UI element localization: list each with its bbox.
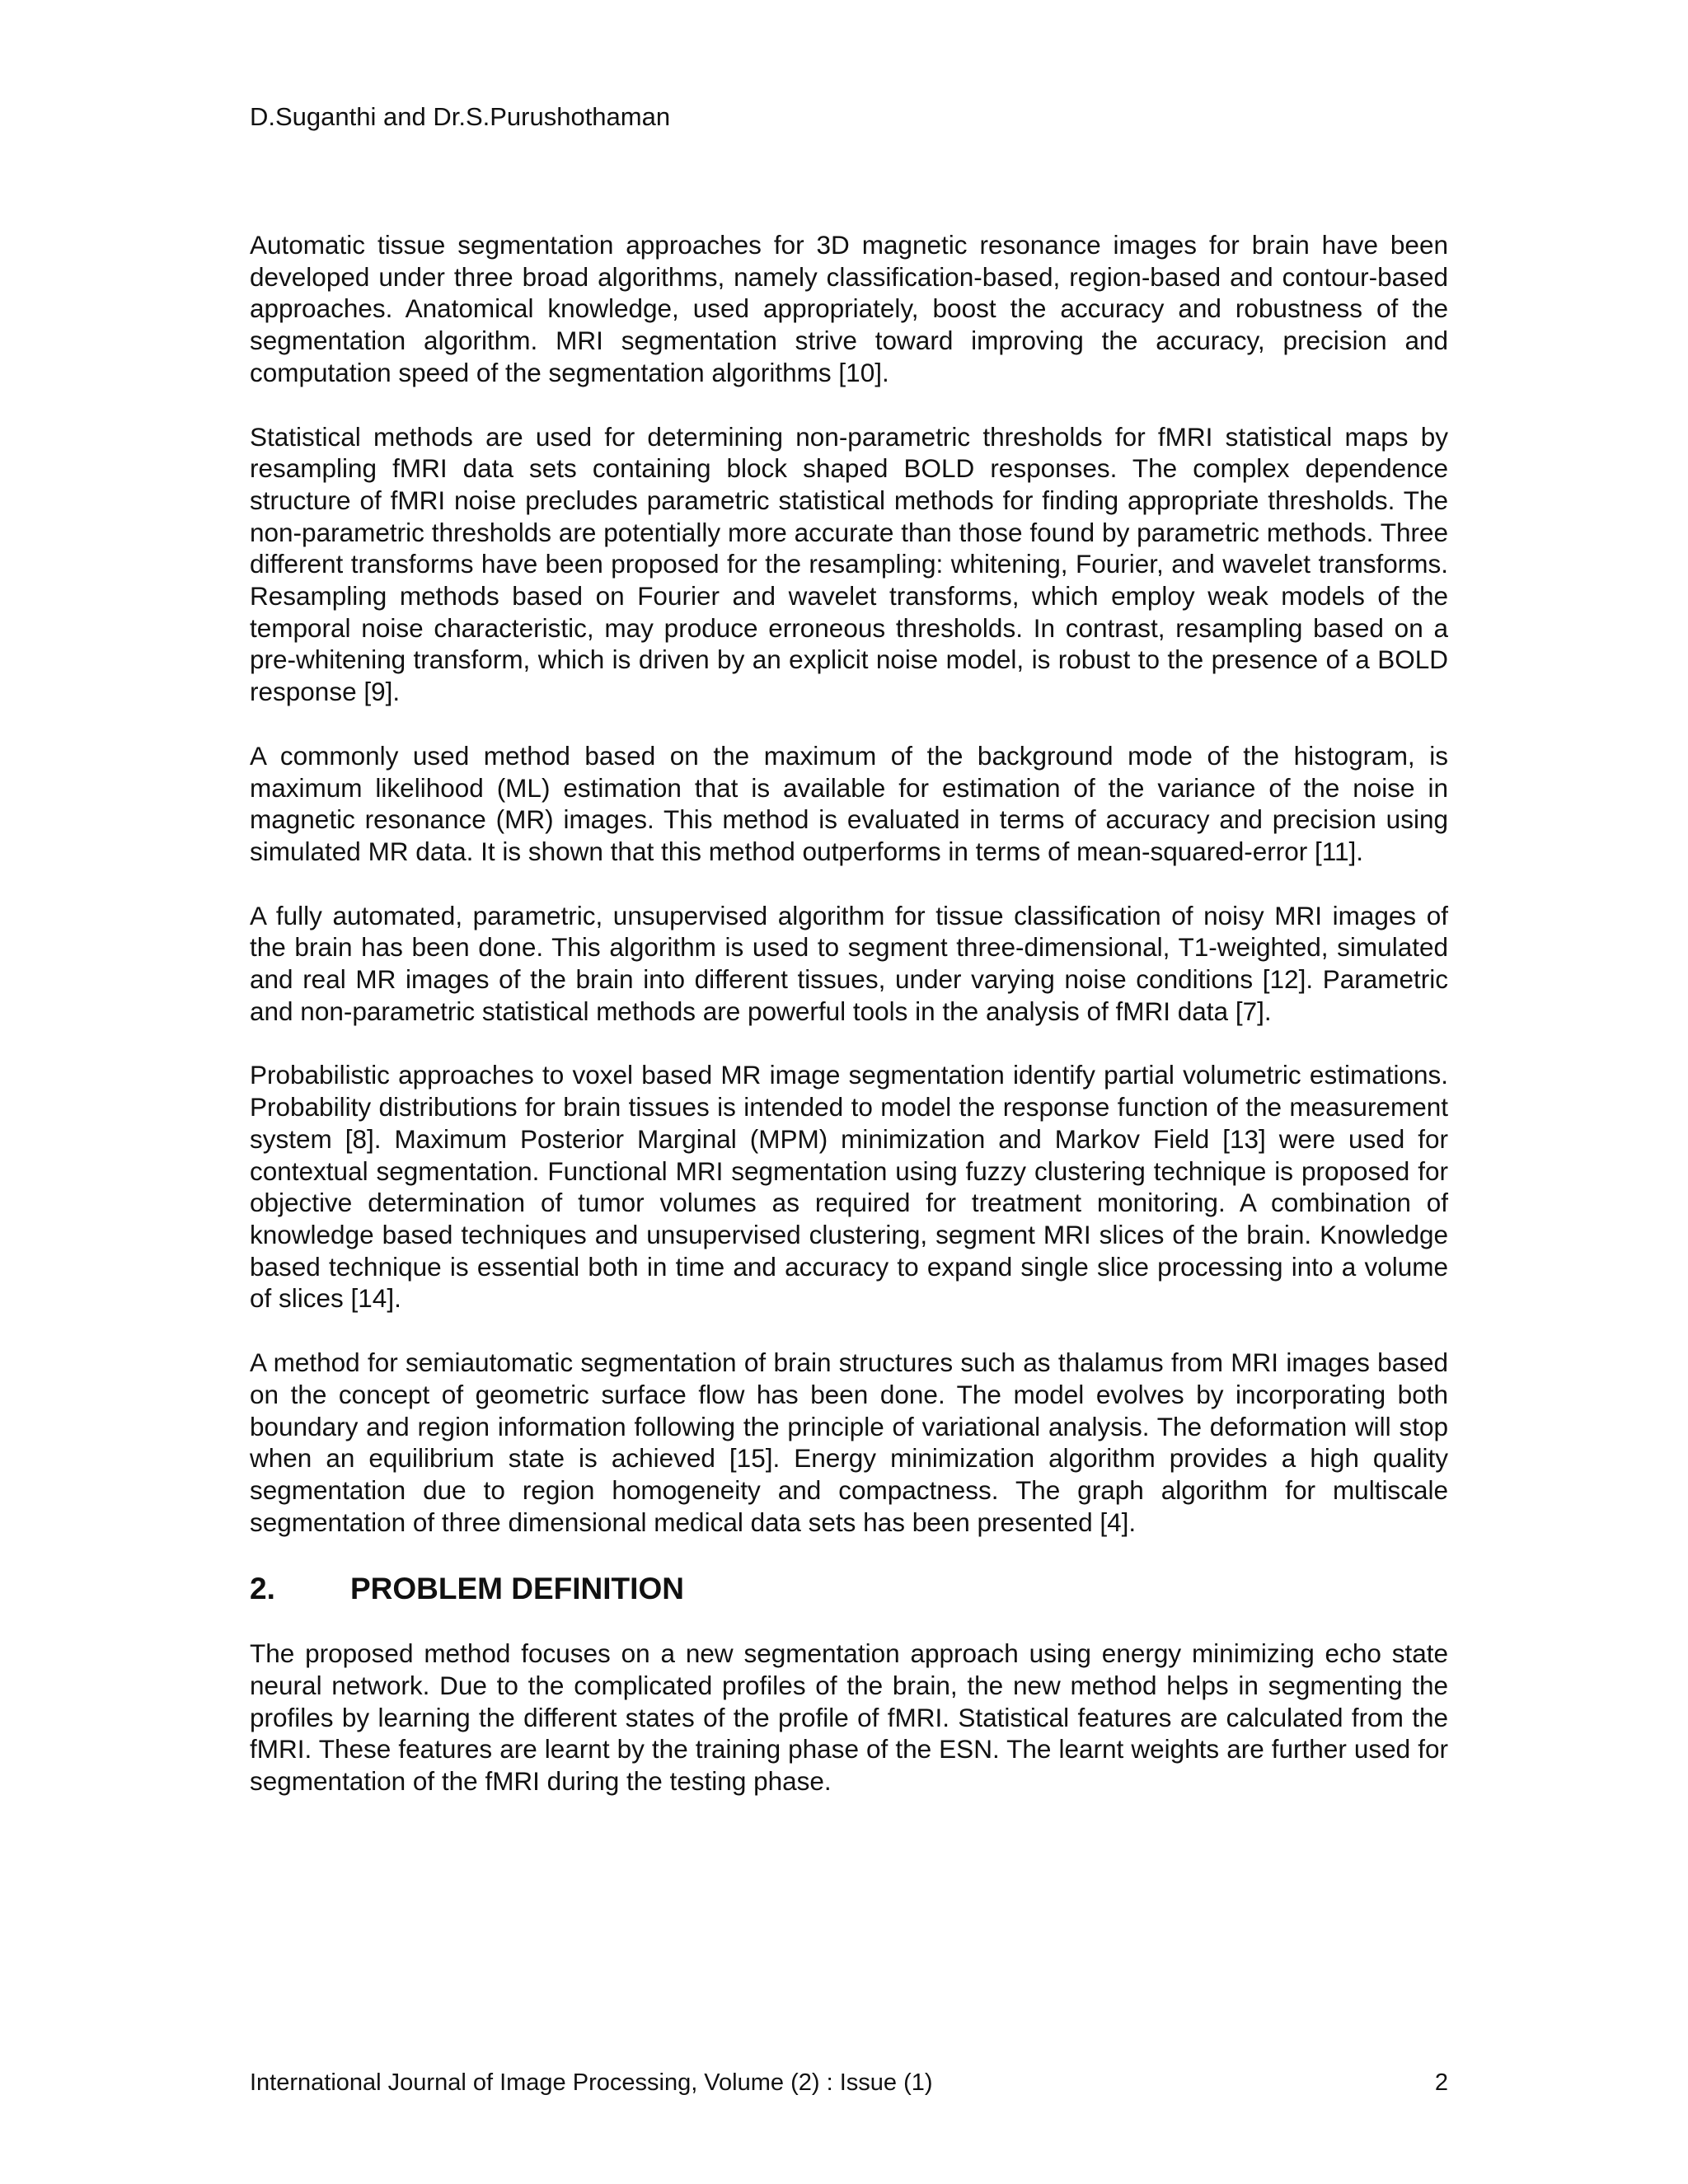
footer-journal-name: International Journal of Image Processing, Volume (2) : Issue (1) bbox=[250, 2069, 933, 2096]
running-head-authors: D.Suganthi and Dr.S.Purushothaman bbox=[250, 102, 671, 131]
paragraph-tissue-segmentation: Automatic tissue segmentation approaches for 3D magnetic resonance images for brain have been developed under three broad algorithms, namely classification-based, region-based and contour-based approaches. Anatomical knowledge, used appropriately, boost the accuracy and robustness of the segmentation algorithm. MRI segmentation strive toward improving the accuracy, precision and computation speed of the segmentation algorithms [10]. bbox=[250, 230, 1448, 387]
section-number: 2. bbox=[250, 1572, 275, 1606]
page-footer bbox=[250, 2067, 1448, 2098]
section-title: PROBLEM DEFINITION bbox=[350, 1572, 684, 1606]
paragraph-semiautomatic-segmentation: A method for semiautomatic segmentation of brain structures such as thalamus from MRI images based on the concept of geometric surface flow has been done. The model evolves by incorporating both boundary and region information following the principle of variational analysis. The deformation will stop when an equilibrium state is achieved [15]. Energy minimization algorithm provides a high quality segmentation due to region homogeneity and compactness. The graph algorithm for multiscale segmentation of three dimensional medical data sets has been presented [4]. bbox=[250, 1347, 1448, 1537]
paragraph-unsupervised-algorithm: A fully automated, parametric, unsupervised algorithm for tissue classification of noisy MRI images of the brain has been done. This algorithm is used to segment three-dimensional, T1-weighted, simulated and real MR images of the brain into different tissues, under varying noise conditions [12]. Parametric and non-parametric statistical methods are powerful tools in the analysis of fMRI data [7]. bbox=[250, 900, 1448, 1026]
section-heading bbox=[250, 1570, 1448, 1608]
body-text bbox=[250, 229, 1448, 1830]
footer-page-number: 2 bbox=[1434, 2069, 1448, 2096]
paragraph-probabilistic-approaches: Probabilistic approaches to voxel based MR image segmentation identify partial volumetric estimations. Probability distributions for brain tissues is intended to model the response function of the measurement system [8]. Maximum Posterior Marginal (MPM) minimization and Markov Field [13] were used for contextual segmentation. Functional MRI segmentation using fuzzy clustering technique is proposed for objective determination of tumor volumes as required for treatment monitoring. A combination of knowledge based techniques and unsupervised clustering, segment MRI slices of the brain. Knowledge based technique is essential both in time and accuracy to expand single slice processing into a volume of slices [14]. bbox=[250, 1060, 1448, 1314]
paragraph-maximum-likelihood: A commonly used method based on the maximum of the background mode of the histogram, is maximum likelihood (ML) estimation that is available for estimation of the variance of the noise in magnetic resonance (MR) images. This method is evaluated in terms of accuracy and precision using simulated MR data. It is shown that this method outperforms in terms of mean-squared-error [11]. bbox=[250, 740, 1448, 866]
paragraph-proposed-method: The proposed method focuses on a new segmentation approach using energy minimizing echo state neural network. Due to the complicated profiles of the brain, the new method helps in segmenting the profiles by learning the different states of the profile of fMRI. Statistical features are calculated from the fMRI. These features are learnt by the training phase of the ESN. The learnt weights are further used for segmentation of the fMRI during the testing phase. bbox=[250, 1638, 1448, 1797]
paragraph-statistical-methods: Statistical methods are used for determining non-parametric thresholds for fMRI statistical maps by resampling fMRI data sets containing block shaped BOLD responses. The complex dependence structure of fMRI noise precludes parametric statistical methods for finding appropriate thresholds. The non-parametric thresholds are potentially more accurate than those found by parametric methods. Three different transforms have been proposed for the resampling: whitening, Fourier, and wavelet transforms. Resampling methods based on Fourier and wavelet transforms, which employ weak models of the temporal noise characteristic, may produce erroneous thresholds. In contrast, resampling based on a pre-whitening transform, which is driven by an explicit noise model, is robust to the presence of a BOLD response [9]. bbox=[250, 421, 1448, 707]
